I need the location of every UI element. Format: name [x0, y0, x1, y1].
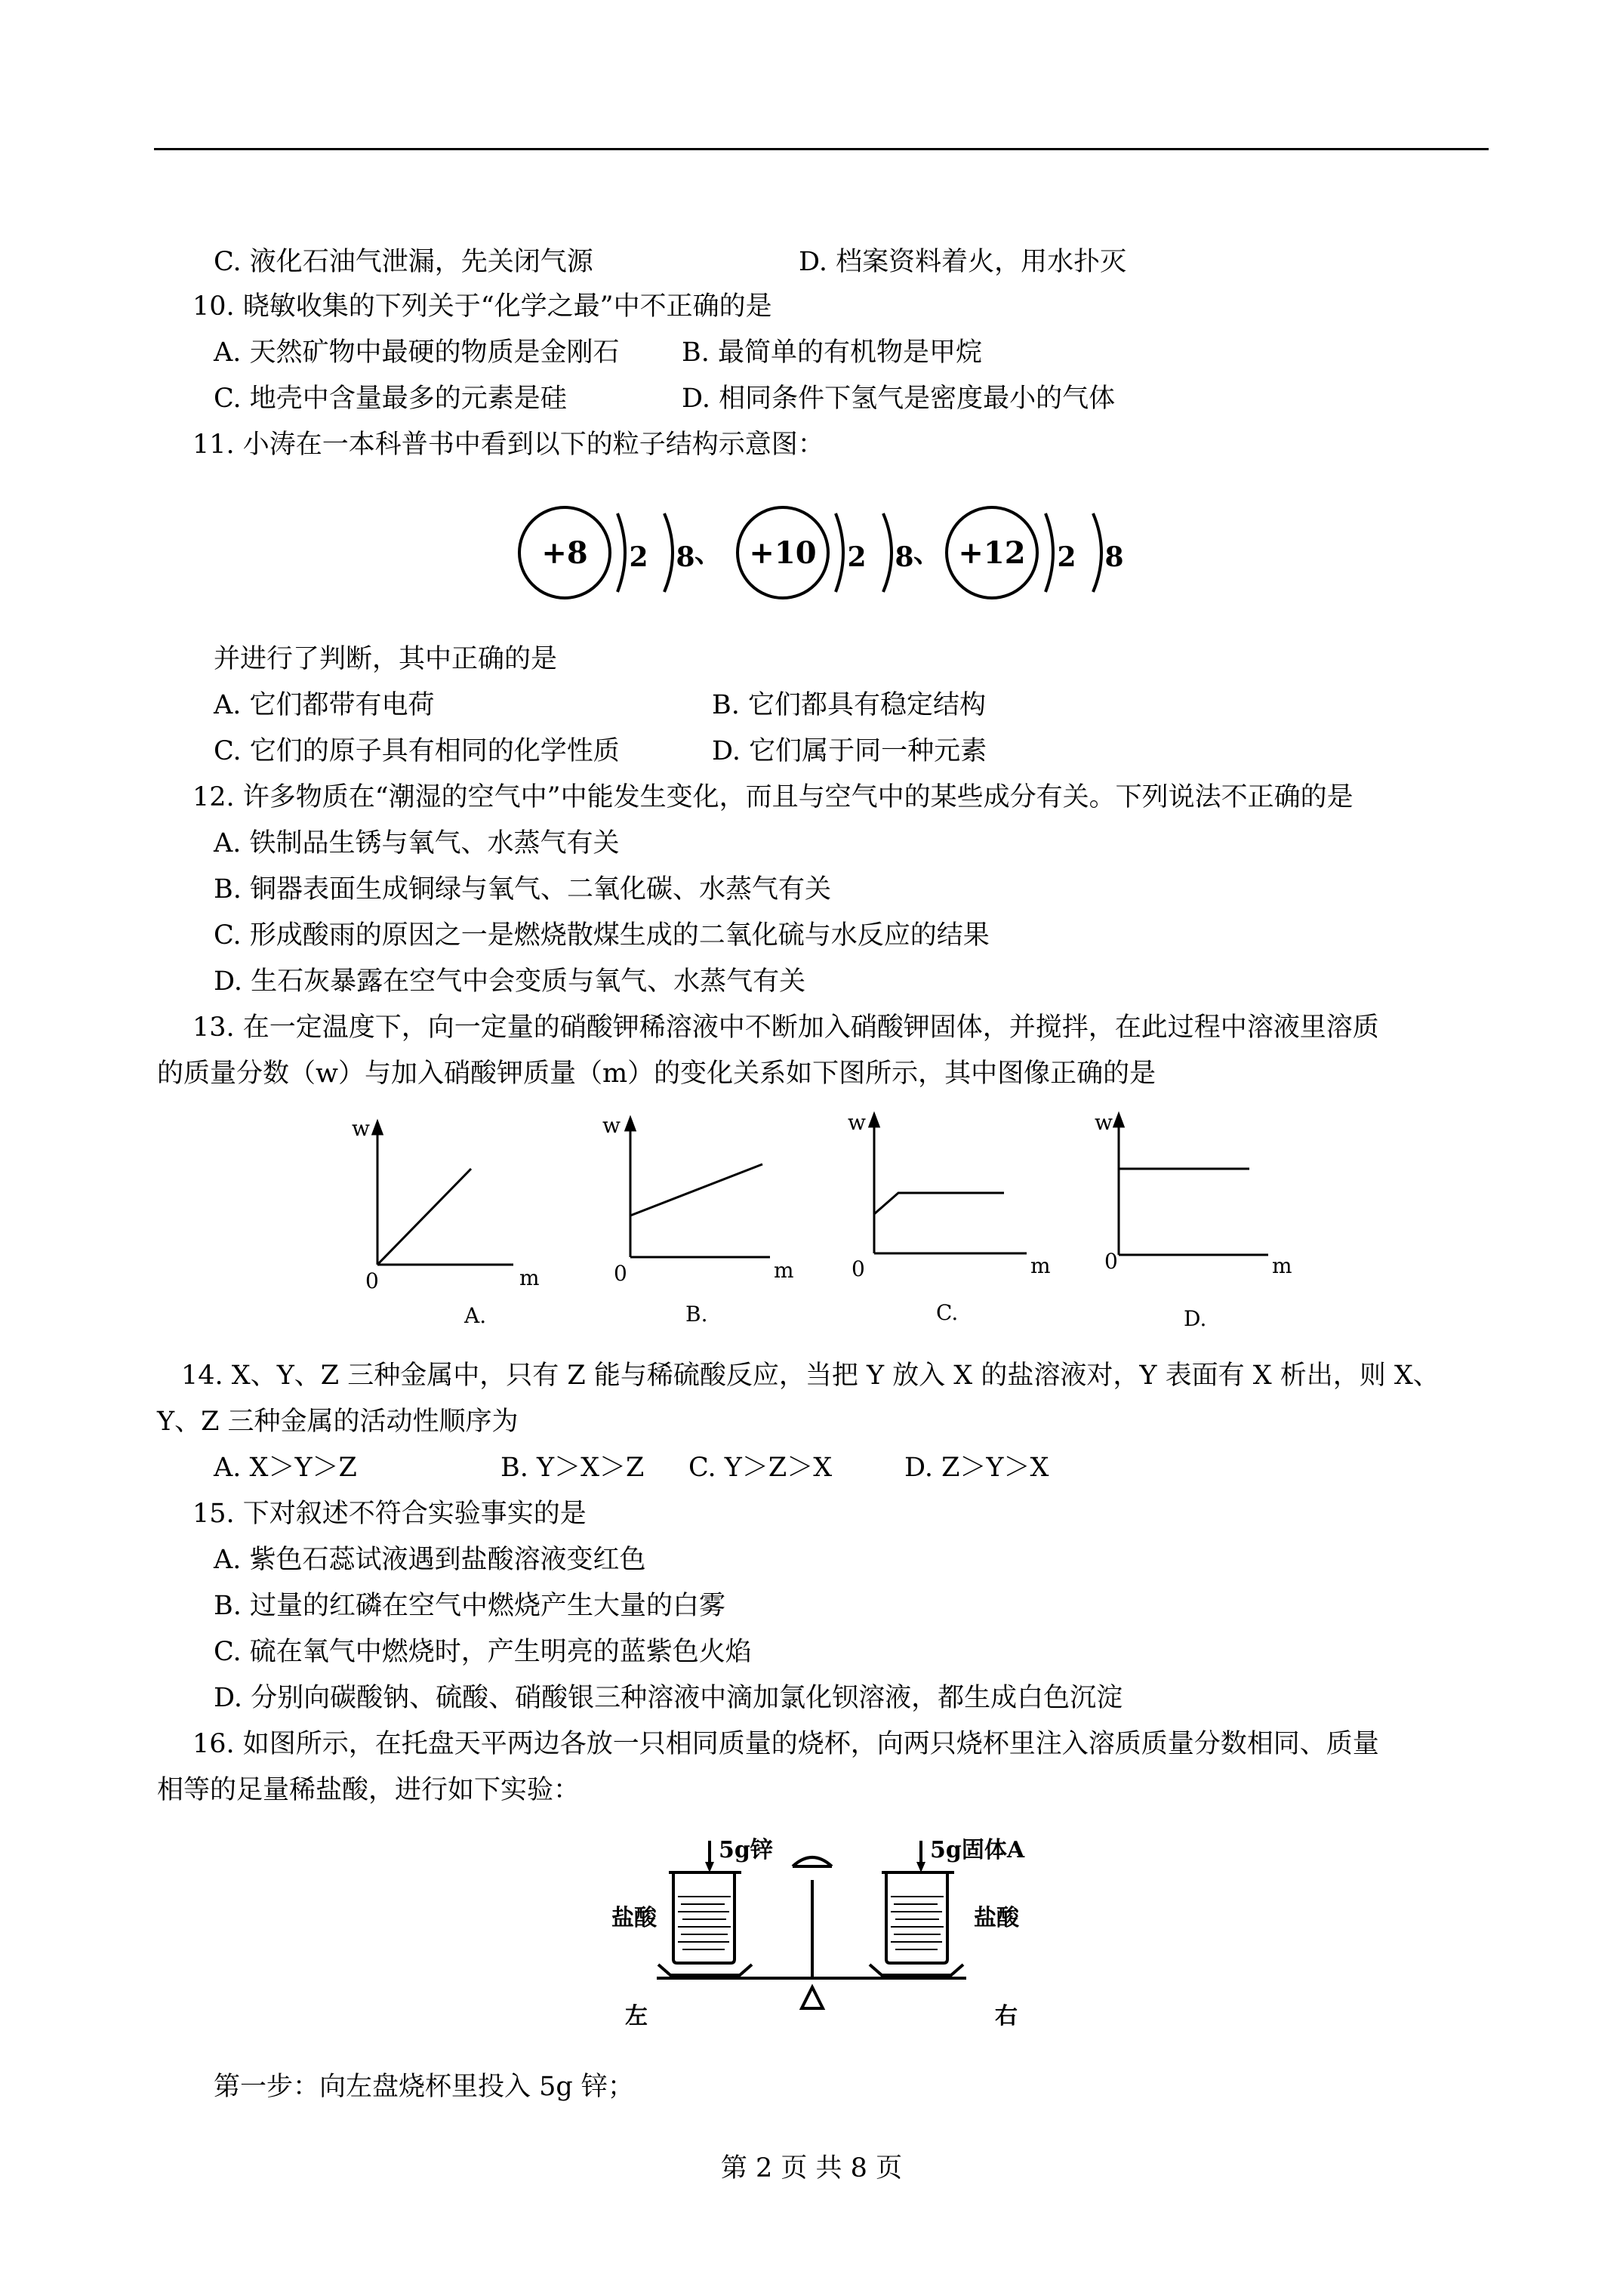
graph-b-ylabel: w — [602, 1113, 621, 1138]
graph-a-label: A. — [464, 1303, 487, 1328]
q14-option-c: C. Y＞Z＞X — [688, 1453, 833, 1483]
q11-option-d: D. 它们属于同一种元素 — [712, 736, 987, 766]
shell-electrons-2b: 8 — [895, 541, 914, 573]
q13-stem-line2: 的质量分数（w）与加入硝酸钾质量（m）的变化关系如下图所示，其中图像正确的是 — [157, 1059, 1156, 1089]
graph-d-origin: 0 — [1104, 1249, 1118, 1274]
q14-stem-line1: 14. X、Y、Z 三种金属中，只有 Z 能与稀硫酸反应，当把 Y 放入 X 的盐溶液对，Y 表面有 X 析出，则 X、 — [181, 1361, 1440, 1391]
q16-step1: 第一步：向左盘烧杯里投入 5g 锌； — [214, 2072, 634, 2102]
q16-stem-line1: 16. 如图所示，在托盘天平两边各放一只相同质量的烧杯，向两只烧杯里注入溶质质量分数相同、质量 — [192, 1729, 1379, 1759]
q14-option-a: A. X＞Y＞Z — [214, 1453, 357, 1483]
graph-d-ylabel: w — [1095, 1110, 1113, 1135]
graph-a-ylabel: w — [352, 1116, 370, 1141]
shell-electrons-3b: 8 — [1104, 541, 1124, 573]
q12-option-c: C. 形成酸雨的原因之一是燃烧散煤生成的二氧化硫与水反应的结果 — [214, 920, 990, 951]
shell-arc-2a — [836, 513, 843, 592]
q11-option-c: C. 它们的原子具有相同的化学性质 — [214, 736, 620, 766]
graph-c-label: C. — [936, 1300, 959, 1325]
left-liquid-label: 盐酸 — [611, 1905, 657, 1931]
shell-arc-2b — [883, 513, 892, 592]
right-liquid-label: 盐酸 — [974, 1905, 1019, 1931]
q14-option-b: B. Y＞X＞Z — [500, 1453, 645, 1483]
q11-stem: 11. 小涛在一本科普书中看到以下的粒子结构示意图： — [192, 430, 824, 460]
shell-electrons-2a: 2 — [847, 541, 867, 573]
graph-d — [1114, 1114, 1268, 1255]
q10-option-b: B. 最简单的有机物是甲烷 — [682, 337, 982, 368]
right-add-label: 5g固体A — [930, 1837, 1025, 1863]
q12-option-b: B. 铜器表面生成铜绿与氧气、二氧化碳、水蒸气有关 — [214, 874, 831, 905]
q9-option-d: D. 档案资料着火，用水扑灭 — [799, 247, 1127, 277]
solubility-graphs — [332, 1110, 1313, 1336]
graph-c — [870, 1114, 1027, 1253]
graph-b — [626, 1118, 770, 1257]
shell-electrons-3a: 2 — [1057, 541, 1076, 573]
q11-option-b: B. 它们都具有稳定结构 — [712, 690, 986, 720]
graph-d-label: D. — [1184, 1306, 1207, 1331]
right-pan — [870, 1965, 963, 1975]
graph-c-origin: 0 — [852, 1256, 865, 1281]
q10-stem: 10. 晓敏收集的下列关于“化学之最”中不正确的是 — [192, 291, 772, 322]
q10-option-d: D. 相同条件下氢气是密度最小的气体 — [682, 384, 1116, 414]
q10-option-c: C. 地壳中含量最多的元素是硅 — [214, 384, 567, 414]
shell-electrons-1b: 8 — [676, 541, 695, 573]
graph-a-origin: 0 — [365, 1268, 379, 1293]
q12-option-a: A. 铁制品生锈与氧气、水蒸气有关 — [214, 828, 620, 858]
graph-a — [373, 1122, 513, 1265]
q15-stem: 15. 下对叙述不符合实验事实的是 — [192, 1499, 587, 1529]
q15-option-c: C. 硫在氧气中燃烧时，产生明亮的蓝紫色火焰 — [214, 1637, 752, 1667]
shell-arc-1b — [664, 513, 673, 592]
shell-arc-3b — [1093, 513, 1101, 592]
shell-electrons-1a: 2 — [629, 541, 648, 573]
graph-b-label: B. — [685, 1302, 708, 1327]
q13-stem-line1: 13. 在一定温度下，向一定量的硝酸钾稀溶液中不断加入硝酸钾固体，并搅拌，在此过程中溶液里溶质 — [192, 1012, 1379, 1043]
q11-option-a: A. 它们都带有电荷 — [214, 690, 435, 720]
graph-d-xlabel: m — [1272, 1253, 1292, 1278]
shell-arc-3a — [1046, 513, 1053, 592]
nucleus-charge-1: +8 — [541, 535, 588, 571]
q15-option-a: A. 紫色石蕊试液遇到盐酸溶液变红色 — [214, 1545, 646, 1575]
separator-1: 、 — [694, 537, 722, 569]
graph-c-xlabel: m — [1030, 1253, 1051, 1278]
q15-option-d: D. 分别向碳酸钠、硫酸、硝酸银三种溶液中滴加氯化钡溶液，都生成白色沉淀 — [214, 1683, 1123, 1713]
shell-arc-1a — [617, 513, 625, 592]
left-pan — [658, 1965, 752, 1975]
nucleus-charge-2: +10 — [749, 535, 817, 571]
balance-diagram — [604, 1835, 1072, 2046]
page-footer: 第 2 页 共 8 页 — [720, 2153, 903, 2184]
q14-stem-line2: Y、Z 三种金属的活动性顺序为 — [157, 1407, 519, 1437]
q15-option-b: B. 过量的红磷在空气中燃烧产生大量的白雾 — [214, 1591, 725, 1621]
q14-option-d: D. Z＞Y＞X — [904, 1453, 1049, 1483]
balance-fulcrum — [802, 1987, 823, 2008]
left-side-label: 左 — [625, 2003, 648, 2029]
particle-structure-diagram — [513, 483, 1140, 619]
q10-option-a: A. 天然矿物中最硬的物质是金刚石 — [214, 337, 620, 368]
q11-stem2: 并进行了判断，其中正确的是 — [214, 644, 558, 674]
graph-b-xlabel: m — [774, 1258, 794, 1283]
q16-stem-line2: 相等的足量稀盐酸，进行如下实验： — [157, 1775, 581, 1805]
left-add-label: 5g锌 — [719, 1837, 773, 1863]
q9-option-c: C. 液化石油气泄漏，先关闭气源 — [214, 247, 593, 277]
nucleus-charge-3: +12 — [958, 535, 1026, 571]
graph-b-origin: 0 — [614, 1261, 627, 1286]
header-rule — [154, 148, 1489, 150]
q12-option-d: D. 生石灰暴露在空气中会变质与氧气、水蒸气有关 — [214, 966, 806, 997]
separator-2: 、 — [913, 537, 941, 569]
graph-a-xlabel: m — [519, 1265, 540, 1290]
right-side-label: 右 — [995, 2003, 1018, 2029]
q12-stem: 12. 许多物质在“潮湿的空气中”中能发生变化，而且与空气中的某些成分有关。下列说法不正确的是 — [192, 782, 1354, 812]
graph-c-ylabel: w — [848, 1110, 866, 1135]
